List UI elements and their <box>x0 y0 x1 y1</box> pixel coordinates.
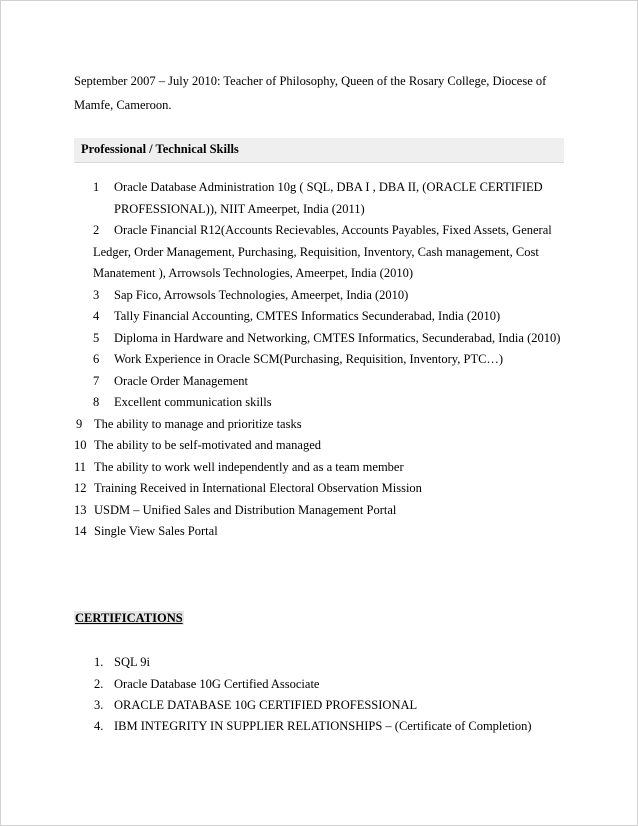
skill-item-14-number: 14 <box>74 524 87 538</box>
skill-item-13-text: USDM – Unified Sales and Distribution Management Portal <box>94 503 397 517</box>
skill-item-10-text: The ability to be self-motivated and managed <box>94 438 322 452</box>
skill-item-3-number: 3 <box>93 288 100 302</box>
cert-item-4-number: 4. <box>94 719 104 733</box>
skill-item-2-line-1: Oracle Financial R12(Accounts Recievables, Accounts Payables, Fixed Assets, General <box>114 223 552 237</box>
skill-item-11-text: The ability to work well independently and as a team member <box>94 460 404 474</box>
skill-item-1-line-1: Oracle Database Administration 10g ( SQL, DBA I , DBA II, (ORACLE CERTIFIED <box>114 180 543 194</box>
skill-item-9-text: The ability to manage and prioritize tasks <box>94 417 302 431</box>
skill-item-8-number: 8 <box>93 395 100 409</box>
skill-item-4-text: Tally Financial Accounting, CMTES Informatics Secunderabad, India (2010) <box>114 309 501 323</box>
skill-item-8-text: Excellent communication skills <box>114 395 272 409</box>
skill-item-4-number: 4 <box>93 309 100 323</box>
cert-item-2-number: 2. <box>94 677 104 691</box>
skills-heading-bar <box>74 138 564 163</box>
skill-item-1-line-2: PROFESSIONAL)), NIIT Ameerpet, India (2011) <box>114 202 365 216</box>
skill-item-7-text: Oracle Order Management <box>114 374 248 388</box>
skill-item-1-number: 1 <box>93 180 100 194</box>
cert-item-1-number: 1. <box>94 655 104 669</box>
skill-item-2-number: 2 <box>93 223 100 237</box>
skill-item-5-text: Diploma in Hardware and Networking, CMTES Informatics, Secunderabad, India (2010) <box>114 331 561 345</box>
skill-item-2-line-2: Ledger, Order Management, Purchasing, Requisition, Inventory, Cash management, Cost <box>93 245 539 259</box>
skill-item-10-number: 10 <box>74 438 87 452</box>
cert-item-3-number: 3. <box>94 698 104 712</box>
skill-item-2-line-3: Manatement ), Arrowsols Technologies, Ameerpet, India (2010) <box>93 266 413 280</box>
skill-item-7-number: 7 <box>93 374 100 388</box>
skill-item-5-number: 5 <box>93 331 100 345</box>
skill-item-6-number: 6 <box>93 352 100 366</box>
cert-item-1-text: SQL 9i <box>114 655 150 669</box>
skill-item-11-number: 11 <box>74 460 87 474</box>
cert-item-2-text: Oracle Database 10G Certified Associate <box>114 677 320 691</box>
certifications-heading-text: CERTIFICATIONS <box>75 611 183 625</box>
experience-line-2: Mamfe, Cameroon. <box>74 98 172 112</box>
skill-item-13-number: 13 <box>74 503 87 517</box>
skill-item-3-text: Sap Fico, Arrowsols Technologies, Ameerpet, India (2010) <box>114 288 409 302</box>
experience-line-1: September 2007 – July 2010: Teacher of Philosophy, Queen of the Rosary College, Diocese of <box>74 74 547 88</box>
skill-item-12-number: 12 <box>74 481 87 495</box>
certifications-heading <box>74 611 184 626</box>
cert-item-4-text: IBM INTEGRITY IN SUPPLIER RELATIONSHIPS – (Certificate of Completion) <box>114 719 532 733</box>
skills-heading: Professional / Technical Skills <box>81 142 239 156</box>
skill-item-14-text: Single View Sales Portal <box>94 524 218 538</box>
skill-item-9-number: 9 <box>76 417 83 431</box>
skill-item-12-text: Training Received in International Electoral Observation Mission <box>94 481 422 495</box>
cert-item-3-text: ORACLE DATABASE 10G CERTIFIED PROFESSIONAL <box>114 698 418 712</box>
skill-item-6-text: Work Experience in Oracle SCM(Purchasing, Requisition, Inventory, PTC…) <box>114 352 504 366</box>
